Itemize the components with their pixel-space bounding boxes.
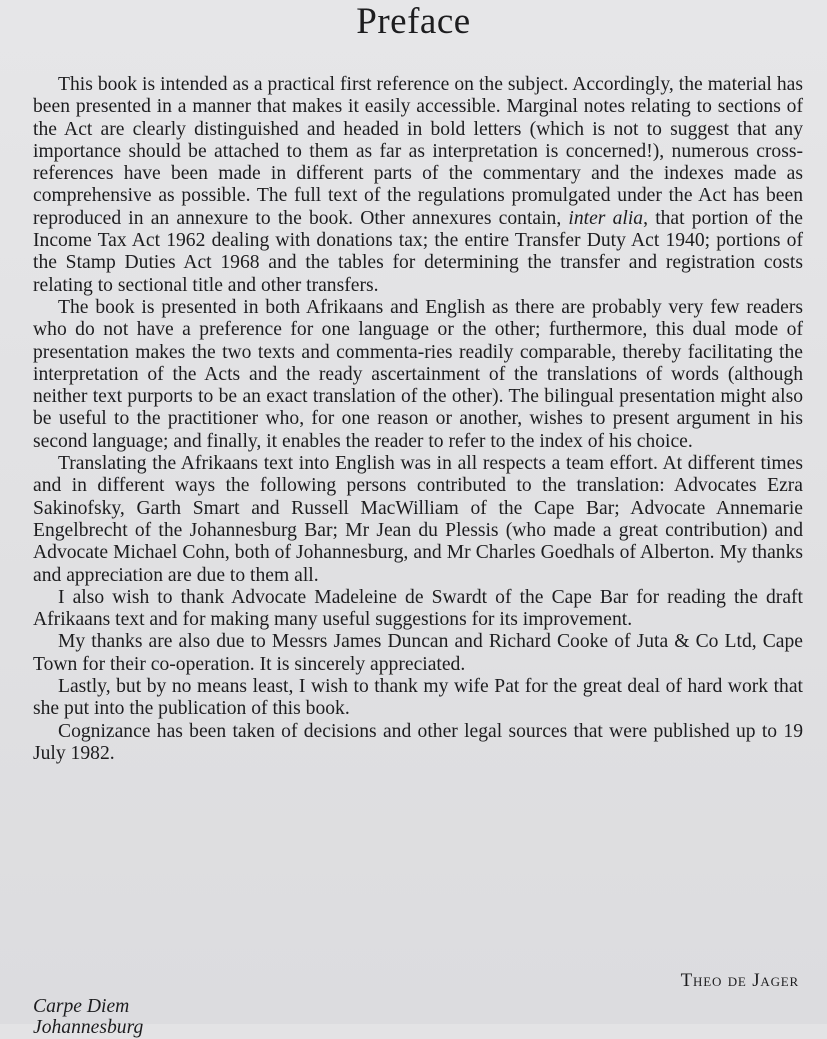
paragraph-6: Lastly, but by no means least, I wish to thank my wife Pat for the great deal of hard work that she put into the publication of this book.: [33, 676, 803, 720]
place-line: Carpe Diem: [33, 996, 130, 1017]
paragraph-2: The book is presented in both Afrikaans and English as there are probably very few readers who do not have a preference for one language or the other; furthermore, this dual mode of presentation makes the two texts and commenta-ries readily comparable, thereby facilitating the interpretation of the Acts and the ready ascertainment of the translations of words (although neither text purports to be an exact translation of the other). The bilingual presentation might also be useful to the practitioner who, for one reason or another, wishes to present argument in his second language; and finally, it enables the reader to refer to the index of his choice.: [33, 296, 803, 452]
paragraph-3: Translating the Afrikaans text into English was in all respects a team effort. At different times and in different ways the following persons contributed to the translation: Advocates Ezra Sakinofsky, Garth Smart and Russell MacWilliam of the Cape Bar; Advocate Annemarie Engelbrecht of the Johannesburg Bar; Mr Jean du Plessis (who made a great contribution) and Advocate Michael Cohn, both of Johannesburg, and Mr Charles Goedhals of Alberton. My thanks and appreciation are due to them all.: [33, 453, 803, 586]
paragraph-1: [33, 74, 803, 297]
author-signature: Theo de Jager: [680, 970, 799, 991]
paragraph-1-text-start: This book is intended as a practical first reference on the subject. Accordingly, the material has been presented in a manner that makes it easily accessible. Marginal notes relating to sections of the Act are clearly distinguished and headed in bold letters (which is not to suggest that any importance should be attached to them as far as interpretation is concerned!), numerous cross-references have been made in different parts of the commentary and the indexes made as comprehensive as possible. The full text of the regulations promulgated under the Act has been reproduced in an annexure to the book. Other annexures contain,: [33, 74, 803, 229]
page-title: Preface: [356, 1, 471, 42]
paragraph-7: Cognizance has been taken of decisions and other legal sources that were published up to 19 July 1982.: [33, 720, 803, 764]
paragraph-5: My thanks are also due to Messrs James Duncan and Richard Cooke of Juta & Co Ltd, Cape Town for their co-operation. It is sincerely appreciated.: [33, 631, 803, 675]
preface-body: [33, 74, 803, 765]
paragraph-1-italic-phrase: inter alia: [568, 207, 644, 229]
paragraph-1-text-end: , that portion of the Income Tax Act 1962 dealing with donations tax; the entire Transfer Duty Act 1940; portions of the Stamp Duties Act 1968 and the tables for determining the transfer and registration costs relating to sectional title and other transfers.: [33, 207, 803, 296]
paragraph-4: I also wish to thank Advocate Madeleine de Swardt of the Cape Bar for reading the draft Afrikaans text and for making many useful suggestions for its improvement.: [33, 586, 803, 631]
place-line-cut-off: Johannesburg: [33, 1017, 144, 1038]
